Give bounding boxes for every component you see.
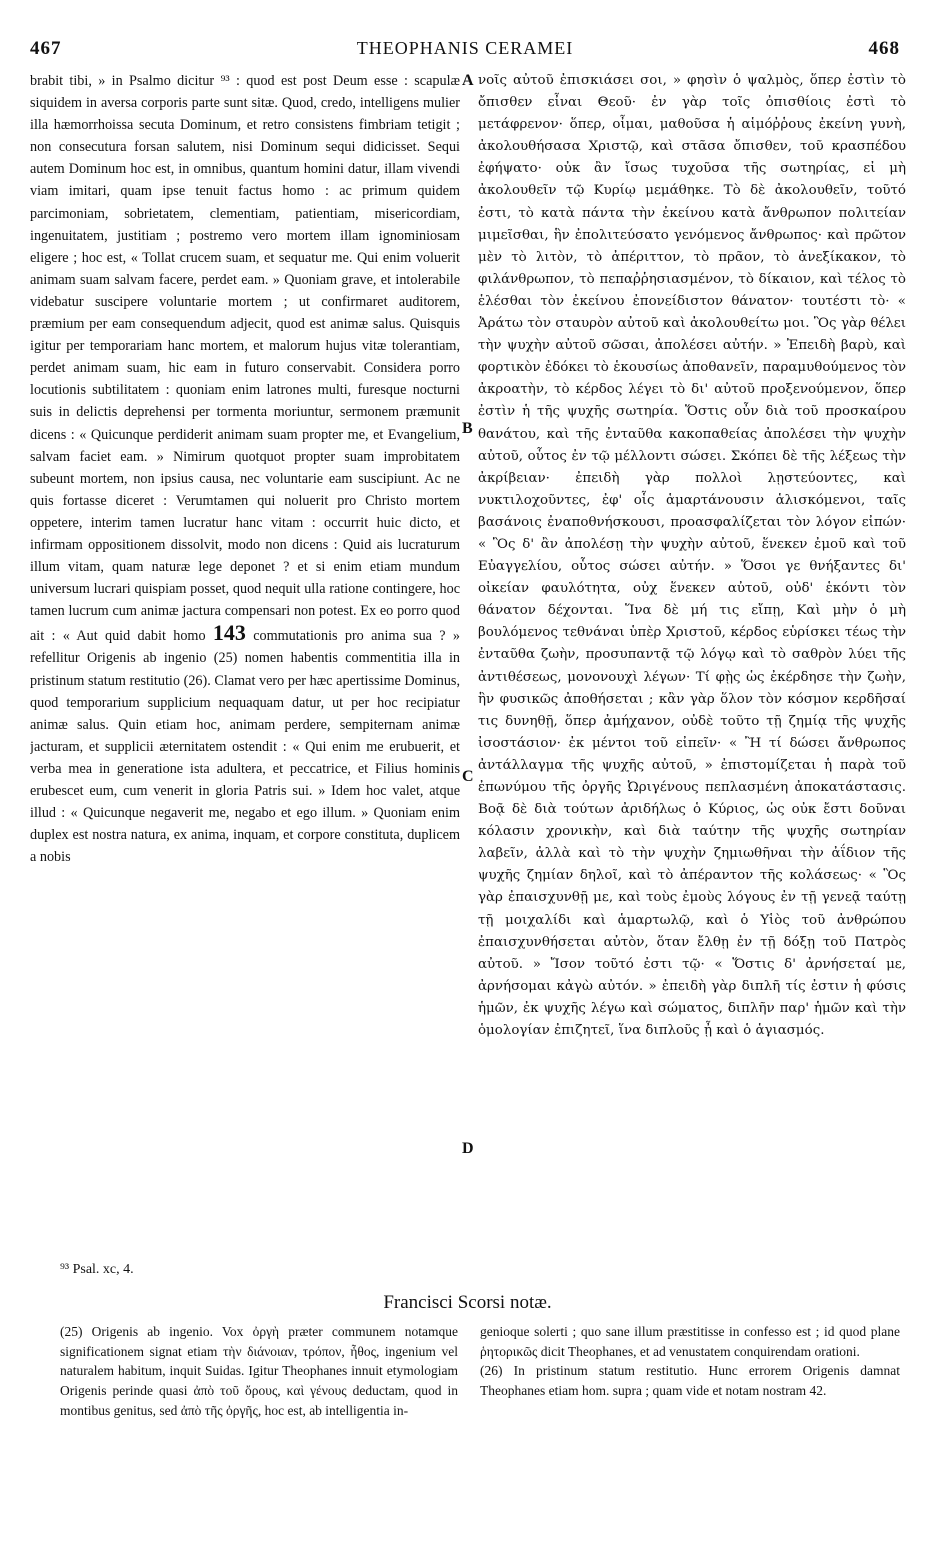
section-marker-c: C	[462, 768, 474, 785]
section-marker-d: D	[462, 1140, 474, 1157]
running-title: THEOPHANIS CERAMEI	[356, 38, 574, 58]
greek-paragraph: νοῖς αὐτοῦ ἐπισκιάσει σοι, » φησὶν ὁ ψαλμὸς, ὅπερ ἐστὶν τὸ ὄπισθεν εἶναι Θεοῦ· ἐν γὰρ τοῖς ὀπισθίοις ἐστὶ τὸ μετάφρενον· ὅπερ, οἶμαι, μαθοῦσα ἡ αἱμόῤῥους ἐκείνη γυνὴ, ἀκολουθήσασα Χριστῷ, καὶ στᾶσα ὄπισθεν, τοῦ κρασπέδου ἐφήψατο· οὐκ ἂν ἴσως τυχοῦσα τῆς σωτηρίας, εἰ μὴ ἀκολουθεῖν τῷ Κυρίῳ μεμάθηκε. Τὸ δὲ ἀκολουθεῖν, τοῦτό ἐστι, τὸ κατὰ πάντα τὴν ἐκείνου κατὰ ἄνθρωπον πολιτείαν μιμεῖσθαι, ἣν ἐπολιτεύσατο γενόμενος ἄνθρωπος· καὶ πρῶτον μὲν τὸ λιτὸν, τὸ ἀπέριττον, τὸ πρᾶον, τὸ ἀνεξίκακον, τὸ φιλάνθρωπον, τὸ πεπαῤῥησιασμένον, τὸ δίκαιον, καὶ τέλος τὸ ἑλέσθαι τὸν ἐκείνου ἐπονείδιστον θάνατον· τουτέστι τὸ· « Ἀράτω τὸν σταυρὸν αὐτοῦ καὶ ἀκολουθείτω μοι. Ὃς γὰρ θέλει τὴν ψυχὴν αὐτοῦ σῶσαι, ἀπολέσει αὐτήν. » Ἐπειδὴ βαρὺ, καὶ φορτικὸν ἐδόκει τὸ ἑκουσίως ἀποθανεῖν, παραμυθούμενος τὸν ἀκροατὴν, τὸ κέρδος λέγει τὸ δι' αὐτοῦ προξενούμενον, ὅπερ ἐστὶν ἡ τῆς ψυχῆς σωτηρία. Ὅστις οὖν διὰ τοῦ προσκαίρου θανάτου, καὶ τῆς ἐνταῦθα κακοπαθείας ἀπολέσει τὴν ψυχὴν αὐτοῦ, οὗτος ἐν τῷ μέλλοντι σώσει. Σκόπει δὲ τῆς λέξεως τὴν ἀκρίβειαν· ἐπειδὴ γὰρ πολλοὶ λῃστεύοντες, καὶ νυκτιλοχοῦντες, ἐφ' οἷς ἁμαρτάνουσιν ἁλισκόμενοι, ταῖς βασάνοις ἐναποθνήσκουσι, προασφαλίζεται τὸν λόγον εἰπών· « Ὃς δ' ἂν ἀπολέσῃ τὴν ψυχὴν αὐτοῦ, ἕνεκεν ἐμοῦ καὶ τοῦ Εὐαγγελίου, οὗτος σώσει αὐτήν. » Ὅσοι γε θνήξαντες δι' οἰκείαν φαυλότητα, οὐχ ἕνεκεν αὐτοῦ, οὐδ' ἑκόντι τὸν θάνατον δέχονται. Ἵνα δὲ μή τις εἴπῃ, Καὶ μὴν ὁ μὴ βουλόμενος τεθνάναι ὑπὲρ Χριστοῦ, κέρδος εὑρίσκει τέως τὴν ἐνταῦθα ζωὴν, προσυπαντᾷ τῷ λόγῳ καὶ τὸ σαθρὸν λύει τῆς ἀντιθέσεως, μονονουχὶ λέγων· Τί φῂς ὡς ἐκέρδησε τὴν ζωὴν, ἣν φυσικῶς ἀποθήσεται ; κἂν γὰρ ὅλον τὸν κόσμον κερδῆσαί τις δυνηθῇ, ὅπερ ἀμήχανον, οὐδὲ τοῦτο τῇ ζημίᾳ τῆς ψυχῆς ἰσοστάσιον· ἐκ μέντοι τοῦ εἰπεῖν· « Ἢ τί δώσει ἄνθρωπος ἀντάλλαγμα τῆς ψυχῆς αὐτοῦ, » ἐπιστομίζεται ἡ παρὰ τοῦ ἐπωνύμου τῆς ὀργῆς Ὠριγένους πεπλασμένη ἀποκατάστασις. Βοᾷ δὲ διὰ τούτων ἀριδήλως ὁ Κύριος, ὡς οὐκ ἔστι δοῦναι κόλασιν χρονικὴν, καὶ διὰ ταύτην τῆς ψυχῆς σωτηρίαν λαβεῖν, ἀλλὰ καὶ τὸ τὴν ψυχὴν ζημιωθῆναι τὴν ἀΐδιον τῆς ψυχῆς ζημίαν δηλοῖ, καὶ τὸ ἀπέραντον τῆς κολάσεως· « Ὃς γὰρ ἐπαισχυνθῇ με, καὶ τοὺς ἐμοὺς λόγους ἐν τῇ γενεᾷ ταύτῃ τῇ μοιχαλίδι καὶ ἁμαρτωλῷ, καὶ ὁ Υἱὸς τοῦ ἀνθρώπου ἐπαισχυνθήσεται αὐτὸν, ὅταν ἔλθῃ ἐν τῇ δόξῃ τοῦ Πατρὸς αὐτοῦ. » Ἴσον τοῦτό ἐστι τῷ· « Ὅστις δ' ἀρνήσεταί με, ἀρνήσομαι κἀγὼ αὐτόν. » ἐπειδὴ γὰρ διπλῆ τίς ἐστιν ἡ φύσις ἡμῶν, ἐκ ψυχῆς λέγω καὶ σώματος, διπλῆν παρ' ἡμῶν καὶ τὴν ὁμολογίαν ἐπιζητεῖ, ἵνα διπλοῦς ᾖ καὶ ὁ ἁγιασμός.	[478, 73, 906, 1039]
notes-right-column	[480, 1322, 900, 1537]
margin-number: 143	[212, 620, 246, 646]
section-marker-b: B	[462, 420, 473, 437]
note-25: (25) Origenis ab ingenio. Vox ὀργὴ præter communem notamque significationem signat etiam τὴν διάνοιαν, τρόπον, ἦθος, ingenium vel naturalem habitum, inquit Suidas. Igitur Theophanes innuit etymologiam Origenis perinde quasi ἀπὸ τοῦ ὄρους, καὶ γένους deductam, quod in montibus genitus, sed ἀπὸ τῆς ὀργῆς, hoc est, ab intelligentia in-	[60, 1324, 458, 1418]
latin-paragraph	[30, 70, 460, 868]
notes-left-column	[60, 1322, 458, 1537]
latin-text-1: brabit tibi, » in Psalmo dicitur ⁹³ : quod est post Deum esse : scapulæ siquidem in aversa corporis parte sunt sitæ. Quod, credo, intelligens mulier illa hæmorrhoissa secuta Dominum, et retro consistens fimbriam tetigit ; non consecutura forsan salutem, nisi Dominum sequi didicisset. Sequi autem Dominum hoc est, in omnibus, quantum homini datur, illam vivendi viam imitari, quam ipse tenuit factus homo : ac primum quidem parcimoniam, sobrietatem, clementiam, patientiam, misericordiam, ingenuitatem, justitiam ; postremo vero mortem illam ignominiosam eligere ; hoc est, « Tollat crucem suam, et sequatur me. Qui enim voluerit animam suam salvam facere, perdet eam. » Quoniam grave, et intolerabile videbatur suscipere voluntarie mortem ; ut confirmaret auditorem, præmium per eam consequendum adjecit, quod est animæ salus. Quisquis igitur per temporariam hanc mortem, et malorum hujus vitæ tolerantiam, perdet animam suam, hic eam in futuro conservabit. Considera porro locutionis subtilitatem : quoniam enim latrones multi, furesque nocturni suis in delictis deprehensi per tormenta moriuntur, sermonem præmunit dicens : « Quicunque perdiderit animam suam propter me, et Evangelium, salvam faciet eam. » Nimirum quotquot propter suam improbitatem subeunt mortem, non ipsius causa, nec voluntarie eam suscipiunt. Ac ne quis fortasse diceret : Verumtamen qui noluerit pro Christo mortem oppetere, interim tamen lucratur hanc vitam : occurrit huic dicto, et infirmam oppositionem dissolvit, modo non dicens : Quid ais lucraturum illum vitam, quam naturæ lege deponet ? et si enim etiam mundum universum lucrari quispiam posset, quod nequit ulla ratione contingere, hoc tamen lucrum cum animæ jactura compensari non potest. Ex eo porro quod ait : « Aut quid dabit homo	[30, 73, 460, 645]
latin-column	[30, 70, 460, 1250]
section-marker-a: A	[462, 72, 474, 89]
note-25-continued: genioque solerti ; quo sane illum præstitisse in confesso est ; id quod plane ῥητορικῶς dicit Theophanes, et ad venustatem conquirendam orationi.	[480, 1324, 900, 1359]
page-header	[30, 38, 900, 68]
greek-column	[478, 70, 906, 1250]
note-26: (26) In pristinum statum restitutio. Hunc errorem Origenis damnat Theophanes etiam hom. supra ; quam vide et notam nostram 42.	[480, 1363, 900, 1399]
page-number-right: 468	[868, 38, 900, 59]
notes-title: Francisci Scorsi notæ.	[383, 1292, 552, 1313]
page-number-left: 467	[30, 38, 62, 59]
footnote: ⁹³ Psal. xc, 4.	[60, 1262, 134, 1277]
latin-text-2: commutationis pro anima sua ? » refellitur Origenis ab ingenio (25) nomen habentis commentitia illa in pristinum statum restitutio (26). Clamat vero per hæc apertissime Dominus, quod temporarium supplicium nequaquam datur, ut per hoc recipiatur animæ salus. Quin etiam hoc, animam perdere, sempiternam animæ jacturam, et supplicii æternitatem ostendit : « Qui enim me erubuerit, et verba mea in generatione ista adultera, et peccatrice, et Filius hominis erubescet eum, cum venerit in gloria Patris sui. » Idem hoc valet, atque illud : « Quicunque negaverit me, negabo et ego illum. » Quoniam enim duplex est nostra natura, ex anima, inquam, et corpore constituta, duplicem a nobis	[30, 628, 460, 866]
